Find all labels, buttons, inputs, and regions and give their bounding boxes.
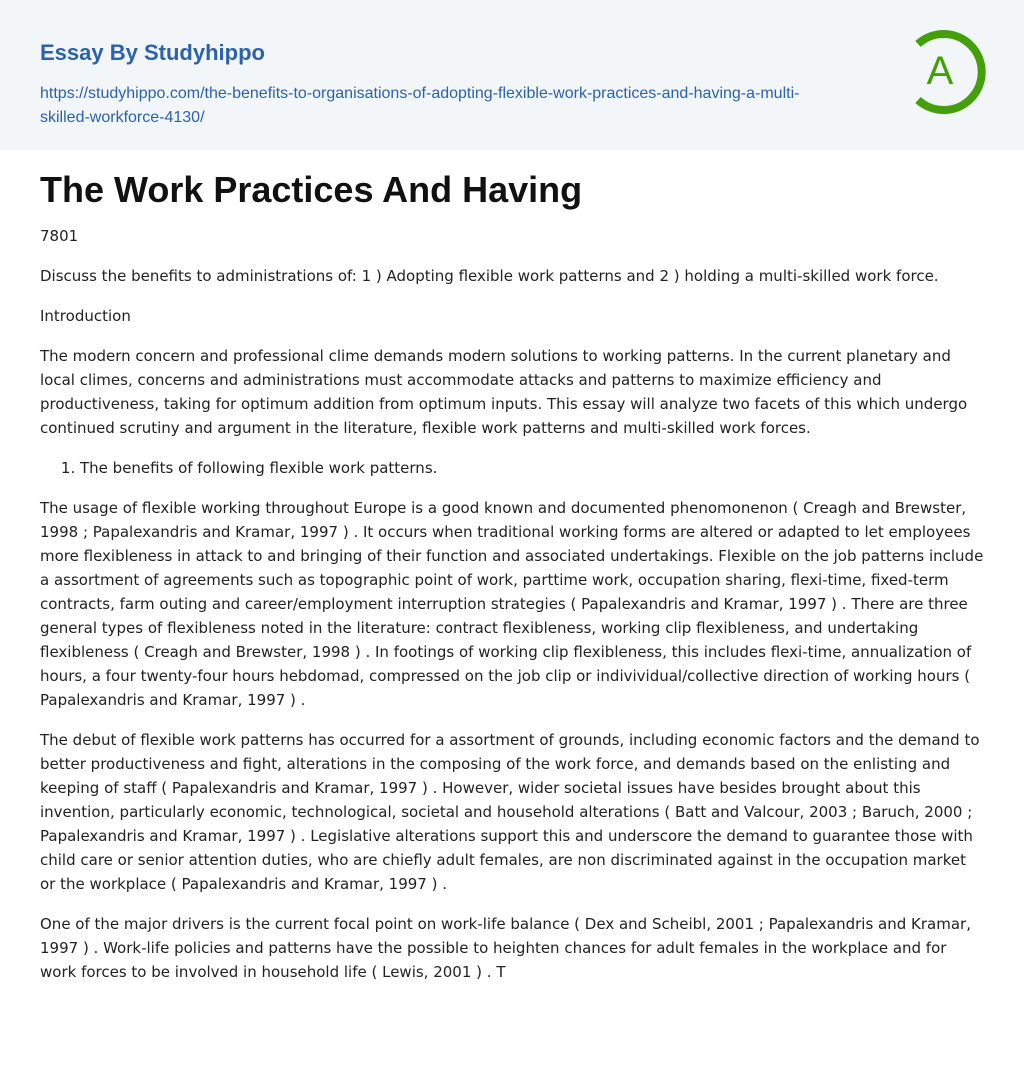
studyhippo-logo-icon <box>904 28 988 116</box>
paragraph-1: The modern concern and professional clime demands modern solutions to working patterns. In the current planetary and local climes, concerns and administrations must accommodate attacks and patterns to maximize efficiency and productiveness, taking for optimum addition from optimum inputs. This essay will analyze two facets of this which undergo continued scrutiny and argument in the literature, flexible work patterns and multi-skilled work forces. <box>40 347 968 437</box>
paragraph-4: One of the major drivers is the current focal point on work-life balance ( Dex and Scheibl, 2001 ; Papalexandris and Kramar, 1997 ) . Work-life policies and patterns have the possible to heighten chances for adult females in the workplace and for work forces to be involved in household life ( Lewis, 2001 ) . T <box>40 915 971 981</box>
intro-heading: Introduction <box>40 307 131 325</box>
essay-question: Discuss the benefits to administrations of: 1 ) Adopting flexible work patterns and 2 ) holding a multi-skilled work force. <box>40 267 939 285</box>
site-header <box>0 0 1024 150</box>
list-item: 1. The benefits of following flexible work patterns. <box>80 456 984 480</box>
numbered-list <box>40 456 984 480</box>
essay-title: The Work Practices And Having <box>40 169 583 210</box>
paragraph-2: The usage of flexible working throughout Europe is a good known and documented phenomonenon ( Creagh and Brewster, 1998 ; Papalexandris and Kramar, 1997 ) . It occurs when traditional working forms are altered or adapted to let employees more flexibleness in attack to and bringing of their function and associated undertakings. Flexible on the job patterns include a assortment of agreements such as topographic point of work, parttime work, occupation sharing, flexi-time, fixed-term contracts, farm outing and career/employment interruption strategies ( Papalexandris and Kramar, 1997 ) . There are three general types of flexibleness noted in the literature: contract flexibleness, working clip flexibleness, and undertaking flexibleness ( Creagh and Brewster, 1998 ) . In footings of working clip flexibleness, this includes flexi-time, annualization of hours, a four twenty-four hours hebdomad, compressed on the job clip or indivividual/collective direction of working hours ( Papalexandris and Kramar, 1997 ) . <box>40 499 984 709</box>
brand-title: Essay By Studyhippo <box>40 40 265 65</box>
source-url-link[interactable]: https://studyhippo.com/the-benefits-to-organisations-of-adopting-flexible-work-practices-and-having-a-multi-skilled-workforce-4130/ <box>40 85 800 126</box>
essay-content <box>0 168 1024 984</box>
logo-letter: A <box>926 49 954 93</box>
word-count: 7801 <box>40 227 79 245</box>
paragraph-3: The debut of flexible work patterns has occurred for a assortment of grounds, including economic factors and the demand to better productiveness and fight, alterations in the composing of the work force, and demands based on the enlisting and keeping of staff ( Papalexandris and Kramar, 1997 ) . However, wider societal issues have besides brought about this invention, particularly economic, technological, societal and household alterations ( Batt and Valcour, 2003 ; Baruch, 2000 ; Papalexandris and Kramar, 1997 ) . Legislative alterations support this and underscore the demand to guarantee those with child care or senior attention duties, who are chiefly adult females, are non discriminated against in the occupation market or the workplace ( Papalexandris and Kramar, 1997 ) . <box>40 731 980 893</box>
